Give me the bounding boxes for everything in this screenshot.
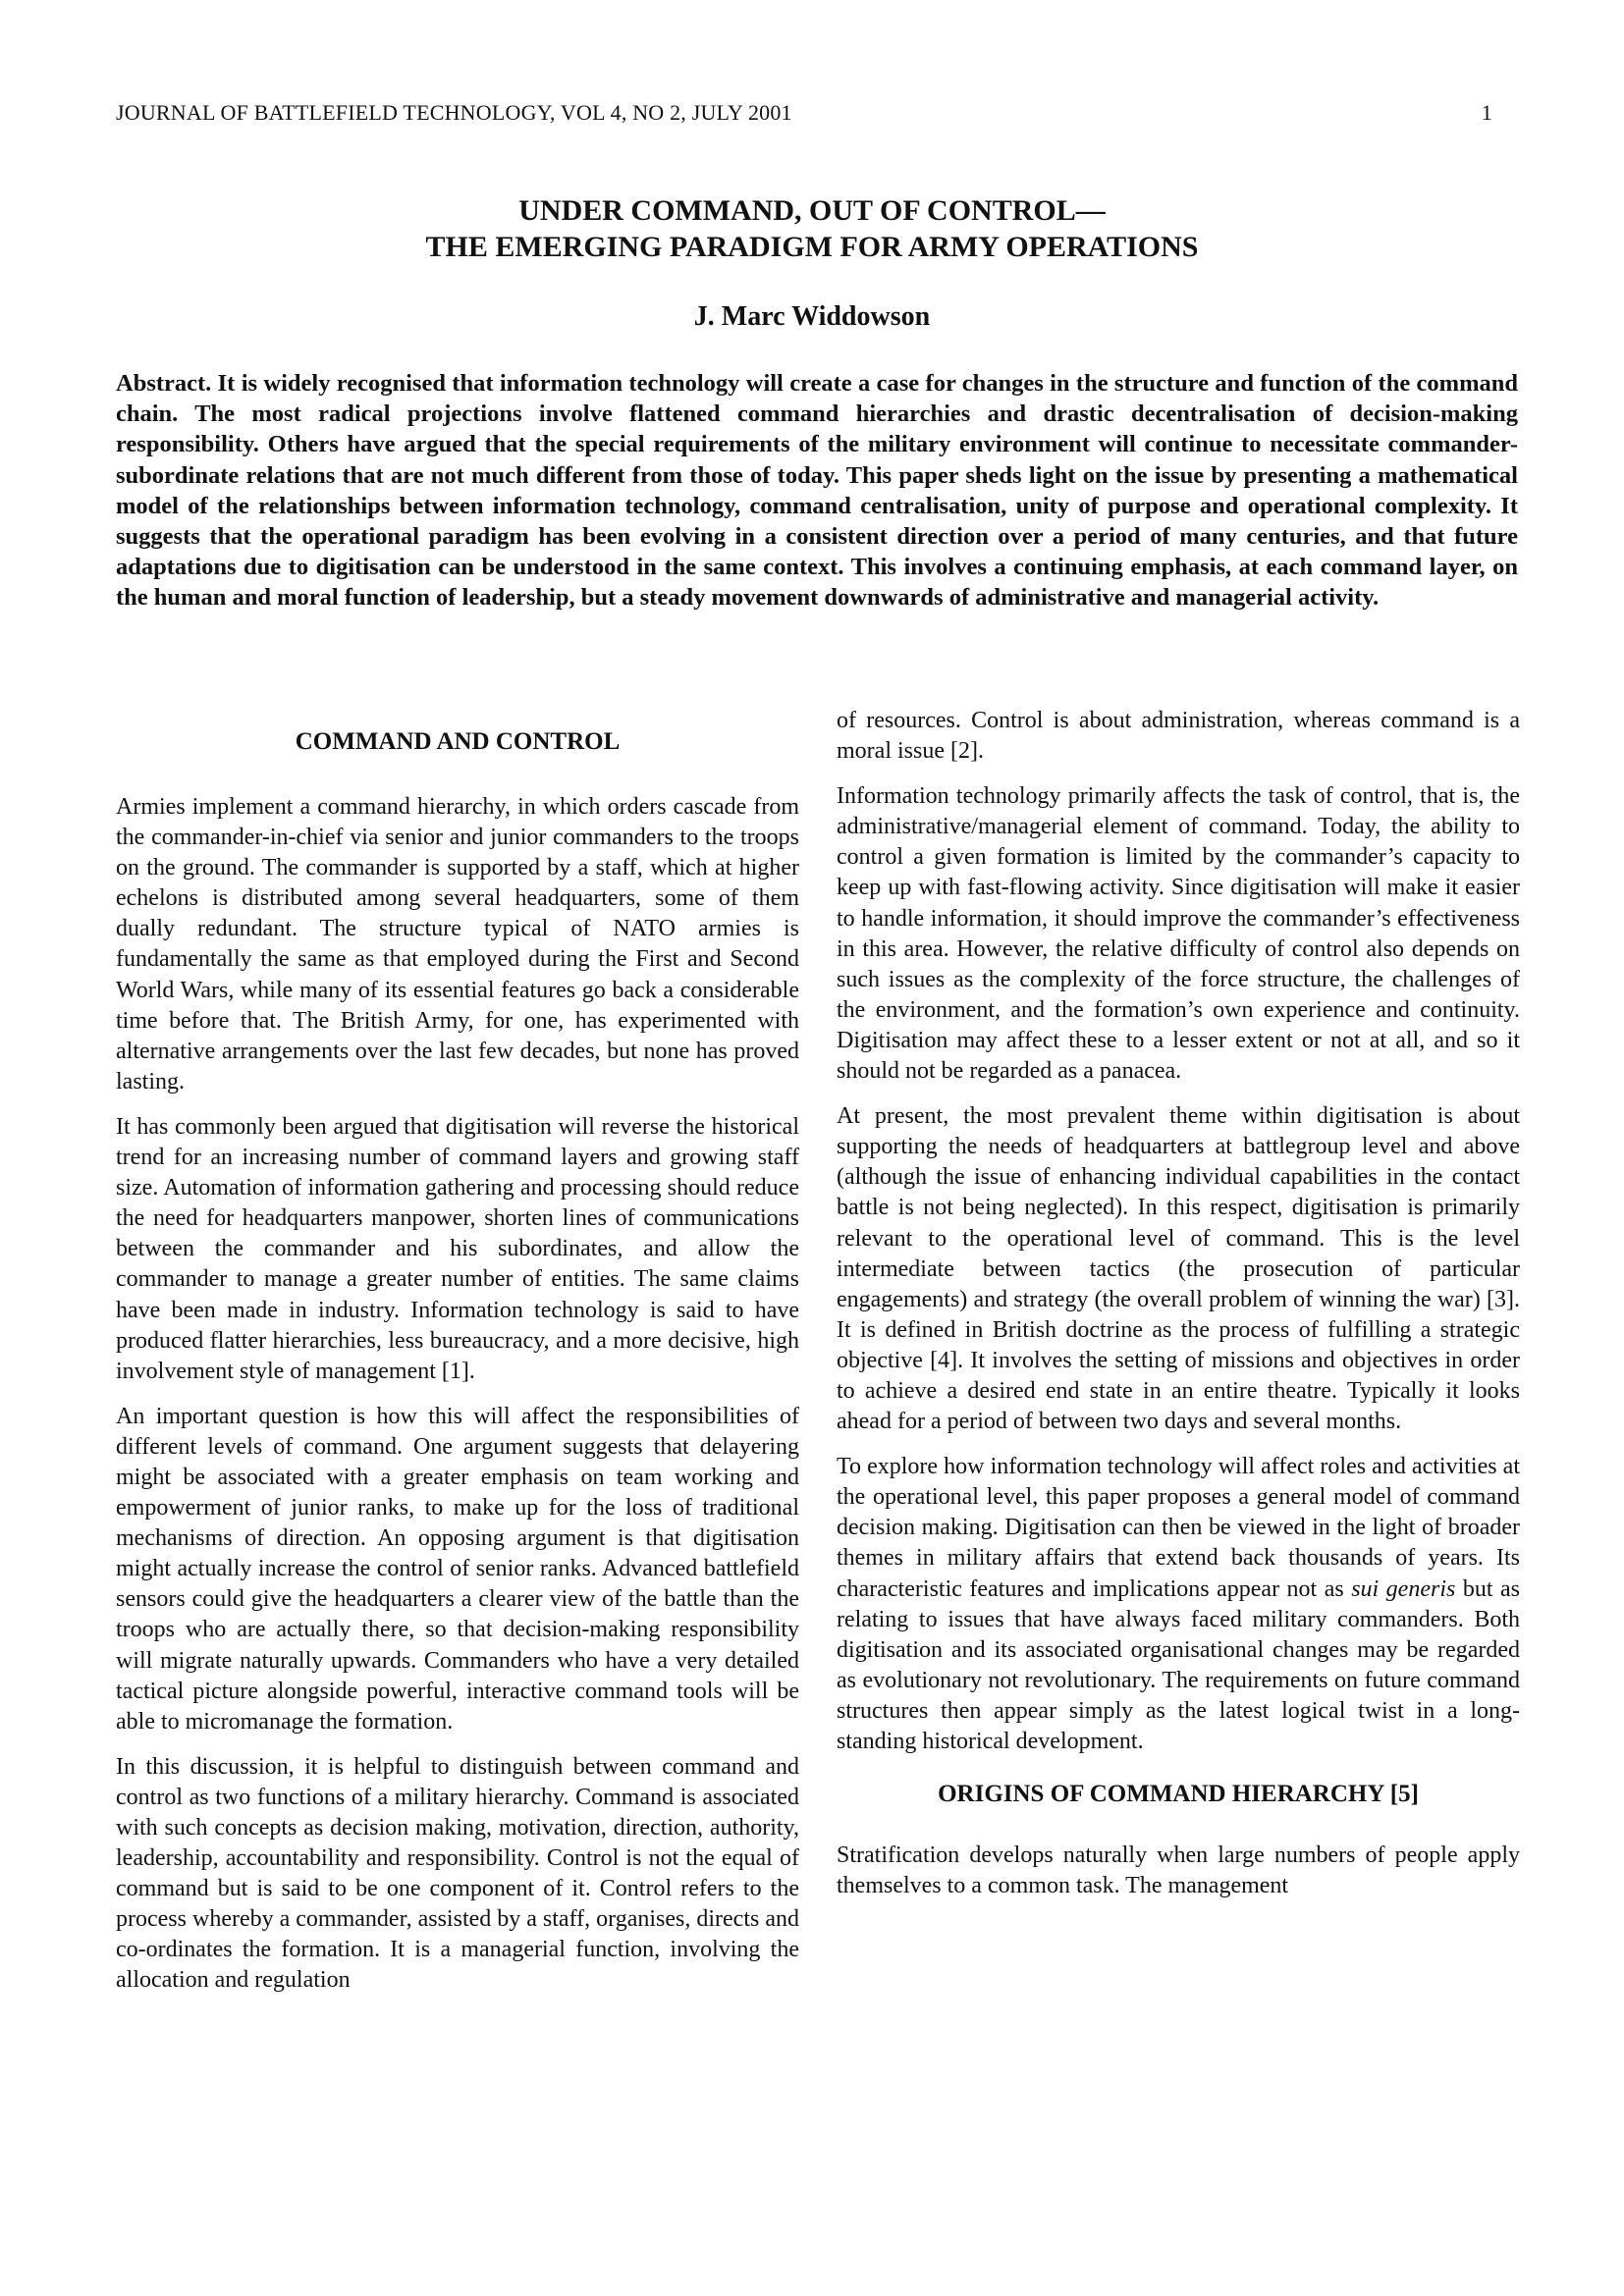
- paper-title: [116, 192, 1508, 265]
- body-paragraph: [837, 1452, 1520, 1757]
- body-paragraph-continuation: of resources. Control is about administration, whereas command is a moral issue [2].: [837, 708, 1520, 765]
- body-paragraph: Stratification develops naturally when large numbers of people apply themselves to a common task. The management: [837, 1842, 1520, 1899]
- abstract: Abstract. It is widely recognised that information technology will create a case for changes in the structure and function of the command chain. The most radical projections involve flattened command hierarchies and drastic decentralisation of decision-making responsibility. Others have argued that the special requirements of the military environment will continue to necessitate commander-subordinate relations that are not much different from those of today. This paper sheds light on the issue by presenting a mathematical model of the relationships between information technology, command centralisation, unity of purpose and operational complexity. It suggests that the operational paradigm has been evolving in a consistent direction over a period of many centuries, and that future adaptations due to digitisation can be understood in the same context. This involves a continuing emphasis, at each command layer, on the human and moral function of leadership, but a steady movement downwards of administrative and managerial activity.: [116, 370, 1518, 612]
- text-run: but as relating to issues that have always faced military commanders. Both digitisation and its associated organisational changes may be regarded as evolutionary not revolutionary. The requirements on future command structures then appear simply as the latest logical twist in a long-standing historical development.: [837, 1575, 1520, 1754]
- journal-citation: JOURNAL OF BATTLEFIELD TECHNOLOGY, VOL 4, NO 2, JULY 2001: [116, 100, 792, 125]
- italic-term: sui generis: [1351, 1575, 1456, 1602]
- page-number: 1: [1481, 100, 1492, 125]
- left-column: [116, 709, 799, 2011]
- body-paragraph: At present, the most prevalent theme within digitisation is about supporting the needs of headquarters at battlegroup level and above (although the issue of enhancing individual capabilities in the contact battle is not being neglected). In this respect, digitisation is primarily relevant to the operational level of command. This is the level intermediate between tactics (the prosecution of particular engagements) and strategy (the overall problem of winning the war) [3]. It is defined in British doctrine as the process of fulfilling a strategic objective [4]. It involves the setting of missions and objectives in order to achieve a desired end state in an entire theatre. Typically it looks ahead for a period of between two days and several months.: [837, 1103, 1520, 1435]
- body-paragraph: It has commonly been argued that digitisation will reverse the historical trend for an increasing number of command layers and growing staff size. Automation of information gathering and processing should reduce the need for headquarters manpower, shorten lines of communications between the commander and his subordinates, and allow the commander to manage a greater number of entities. The same claims have been made in industry. Information technology is said to have produced flatter hierarchies, less bureaucracy, and a more decisive, high involvement style of management [1].: [116, 1113, 799, 1384]
- body-paragraph: In this discussion, it is helpful to distinguish between command and control as two functions of a military hierarchy. Command is associated with such concepts as decision making, motivation, direction, authority, leadership, accountability and responsibility. Control is not the equal of command but is said to be one component of it. Control refers to the process whereby a commander, assisted by a staff, organises, directs and co-ordinates the formation. It is a managerial function, involving the allocation and regulation: [116, 1753, 799, 1994]
- section-heading-origins: ORIGINS OF COMMAND HIERARCHY [5]: [938, 1781, 1419, 1808]
- title-line-1: UNDER COMMAND, OUT OF CONTROL—: [518, 194, 1106, 227]
- right-column: [837, 706, 1520, 1916]
- title-line-2: THE EMERGING PARADIGM FOR ARMY OPERATIONS: [425, 231, 1199, 263]
- running-head: [116, 100, 1492, 126]
- body-paragraph: Information technology primarily affects the task of control, that is, the administrative/managerial element of command. Today, the ability to control a given formation is limited by the commander’s capacity to keep up with fast-flowing activity. Since digitisation will make it easier to handle information, it should improve the commander’s effectiveness in this area. However, the relative difficulty of control also depends on such issues as the complexity of the force structure, the challenges of the environment, and the formation’s own experience and continuity. Digitisation may affect these to a lesser extent or not at all, and so it should not be regarded as a panacea.: [837, 783, 1520, 1085]
- body-paragraph: Armies implement a command hierarchy, in which orders cascade from the commander-in-chief via senior and junior commanders to the troops on the ground. The commander is supported by a staff, which at higher echelons is distributed among several headquarters, some of them dually redundant. The structure typical of NATO armies is fundamentally the same as that employed during the First and Second World Wars, while many of its essential features go back a considerable time before that. The British Army, for one, has experimented with alternative arrangements over the last few decades, but none has proved lasting.: [116, 794, 799, 1095]
- text-run: To explore how information technology will affect roles and activities at the operational level, this paper proposes a general model of command decision making. Digitisation can then be viewed in the light of broader themes in military affairs that extend back thousands of years. Its characteristic features and implications appear not as: [837, 1454, 1520, 1602]
- section-heading-command-and-control: COMMAND AND CONTROL: [295, 728, 621, 755]
- author-name: J. Marc Widdowson: [693, 301, 931, 332]
- body-paragraph: An important question is how this will affect the responsibilities of different levels of command. One argument suggests that delayering might be associated with a greater emphasis on team working and empowerment of junior ranks, to make up for the loss of traditional mechanisms of direction. An opposing argument is that digitisation might actually increase the control of senior ranks. Advanced battlefield sensors could give the headquarters a clearer view of the battle than the troops who are actually there, so that decision-making responsibility will migrate naturally upwards. Commanders who have a very detailed tactical picture alongside powerful, interactive command tools will be able to micromanage the formation.: [116, 1403, 799, 1735]
